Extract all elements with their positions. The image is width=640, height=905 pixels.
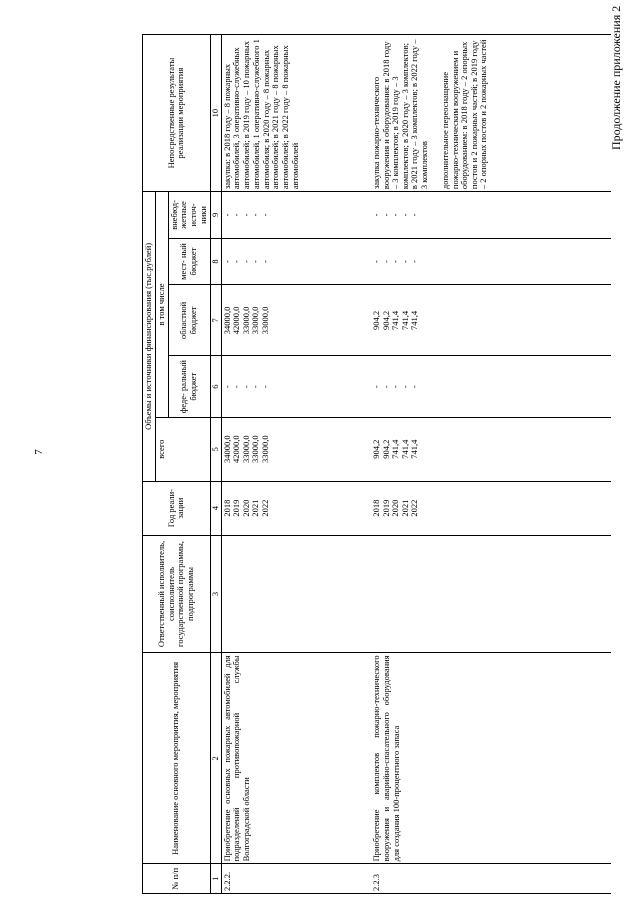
activity-name: Приобретение основных пожарных автомобилей для подразделений противопожарной службы Волгоградской области	[221, 653, 371, 864]
year: 2018	[371, 499, 382, 517]
year: 2020	[390, 499, 401, 517]
table-row	[371, 35, 611, 894]
value: -	[240, 213, 251, 217]
value: -	[390, 385, 401, 389]
value: 904,2	[371, 439, 382, 459]
extra-cell	[221, 192, 371, 239]
header-year: Год реали- зации	[143, 481, 211, 535]
value: -	[221, 260, 232, 263]
value: 33000,0	[250, 306, 261, 335]
federal-cell	[221, 356, 371, 417]
value: 33000,0	[240, 435, 251, 464]
header-local: мест- ный бюджет	[168, 238, 210, 285]
col-number: 8	[210, 238, 221, 285]
value: -	[399, 260, 410, 263]
year: 2022	[409, 499, 420, 517]
header-num: № п/п	[143, 864, 211, 894]
value: 904,2	[371, 310, 382, 330]
value: -	[231, 260, 242, 263]
result-text: закупка: в 2018 году – 8 пожарных автомобилей, 3 оперативно-служебных автомобилей; в 2019 году – 10 пожарных автомобилей, 1 оперативно-служебного 1 автомобиля; в 2020 году – 8 пожарных автомобилей; в 2021 году – 8 пожарных автомобилей; в 2022 году – 8 пожарных автомобилей	[221, 35, 371, 192]
value: 34000,0	[221, 435, 232, 464]
value: 33000,0	[240, 306, 251, 335]
col-number: 6	[210, 356, 221, 417]
continuation-label: Продолжение приложения 2	[609, 6, 623, 151]
value: -	[259, 213, 270, 217]
year: 2020	[240, 499, 251, 517]
value: -	[259, 260, 270, 263]
value: 904,2	[380, 439, 391, 459]
value: 904,2	[380, 310, 391, 330]
federal-cell	[371, 356, 611, 417]
row-number: 2.2.3	[371, 864, 611, 894]
value: -	[250, 385, 261, 389]
value: -	[221, 385, 232, 389]
value: -	[240, 260, 251, 263]
value: 42000,0	[231, 435, 242, 464]
year: 2019	[231, 499, 242, 517]
value: -	[380, 385, 391, 389]
col-number: 1	[210, 864, 221, 894]
year: 2018	[221, 499, 232, 517]
value: -	[399, 213, 410, 217]
value: 33000,0	[259, 306, 270, 335]
value: -	[409, 213, 420, 217]
local-cell	[371, 238, 611, 285]
col-number: 3	[210, 535, 221, 653]
header-federal: феде- ральный бюджет	[168, 356, 210, 417]
value: -	[250, 260, 261, 263]
years-cell	[221, 481, 371, 535]
value: -	[390, 213, 401, 217]
value: -	[371, 213, 382, 217]
value: -	[380, 213, 391, 217]
value: -	[240, 385, 251, 389]
year: 2021	[399, 499, 410, 517]
value: 33000,0	[250, 435, 261, 464]
header-extra: внебюд- жетные источ- ники	[168, 192, 210, 239]
col-number: 5	[210, 417, 221, 481]
result-extra-text: дополнительное переоснащение пожарно-техническим вооружением и оборудованием: в 2018 году – 2 опорных постов и 2 пожарных частей; в 2019 году – 2 опорных постов и 2 пожарных частей	[440, 39, 489, 190]
header-regional: областной бюджет	[168, 285, 210, 356]
row-number: 2.2.2.	[221, 864, 371, 894]
header-financing: Объемы и источники финансирования (тыс.рублей)	[143, 192, 156, 482]
value: -	[231, 213, 242, 217]
result-text: закупка пожарно-технического вооружения и оборудования: в 2018 году – 3 комплектов; в 2019 году – 3 комплектов; в 2020 году – 3 комплектов; в 2021 году – 3 комплектов; в 2022 году – 3 комплектов	[371, 39, 429, 190]
activity-name: Приобретение комплектов пожарно-технического вооружения и аварийно-спасательного оборудования для создания 100-процентного запаса	[371, 653, 611, 864]
responsible	[221, 535, 371, 653]
value: 741,4	[399, 439, 410, 459]
header-name: Наименование основного мероприятия, мероприятия	[143, 653, 211, 864]
years-cell	[371, 481, 611, 535]
header-including: в том числе	[155, 192, 168, 418]
value: -	[399, 385, 410, 389]
col-number: 4	[210, 481, 221, 535]
local-cell	[221, 238, 371, 285]
extra-cell	[371, 192, 611, 239]
col-number: 9	[210, 192, 221, 239]
rotated-page	[142, 34, 597, 894]
value: -	[259, 385, 270, 389]
header-responsible: Ответственный исполнитель, соисполнитель государственной программы, подпрограммы	[143, 535, 211, 653]
col-number: 10	[210, 35, 221, 192]
value: -	[221, 213, 232, 217]
header-total: всего	[155, 417, 210, 481]
value: -	[231, 385, 242, 389]
value: -	[409, 385, 420, 389]
value: 34000,0	[221, 306, 232, 335]
value: -	[409, 260, 420, 263]
value: -	[371, 385, 382, 389]
result-cell	[371, 35, 611, 192]
year: 2019	[380, 499, 391, 517]
header-results: Непосредственные результаты реализации мероприятия	[143, 35, 211, 192]
col-number: 7	[210, 285, 221, 356]
value: 741,4	[399, 310, 410, 330]
col-number: 2	[210, 653, 221, 864]
page-number: 7	[32, 449, 45, 455]
year: 2022	[259, 499, 270, 517]
value: 741,4	[409, 310, 420, 330]
year: 2021	[250, 499, 261, 517]
value: -	[390, 260, 401, 263]
financing-table	[142, 34, 611, 894]
table-row	[221, 35, 371, 894]
value: -	[371, 260, 382, 263]
total-cell	[221, 417, 371, 481]
value: 741,4	[409, 439, 420, 459]
regional-cell	[371, 285, 611, 356]
value: 42000,0	[231, 306, 242, 335]
regional-cell	[221, 285, 371, 356]
total-cell	[371, 417, 611, 481]
value: 741,4	[390, 439, 401, 459]
value: -	[250, 213, 261, 217]
value: 33000,0	[259, 435, 270, 464]
value: -	[380, 260, 391, 263]
value: 741,4	[390, 310, 401, 330]
responsible	[371, 535, 611, 653]
